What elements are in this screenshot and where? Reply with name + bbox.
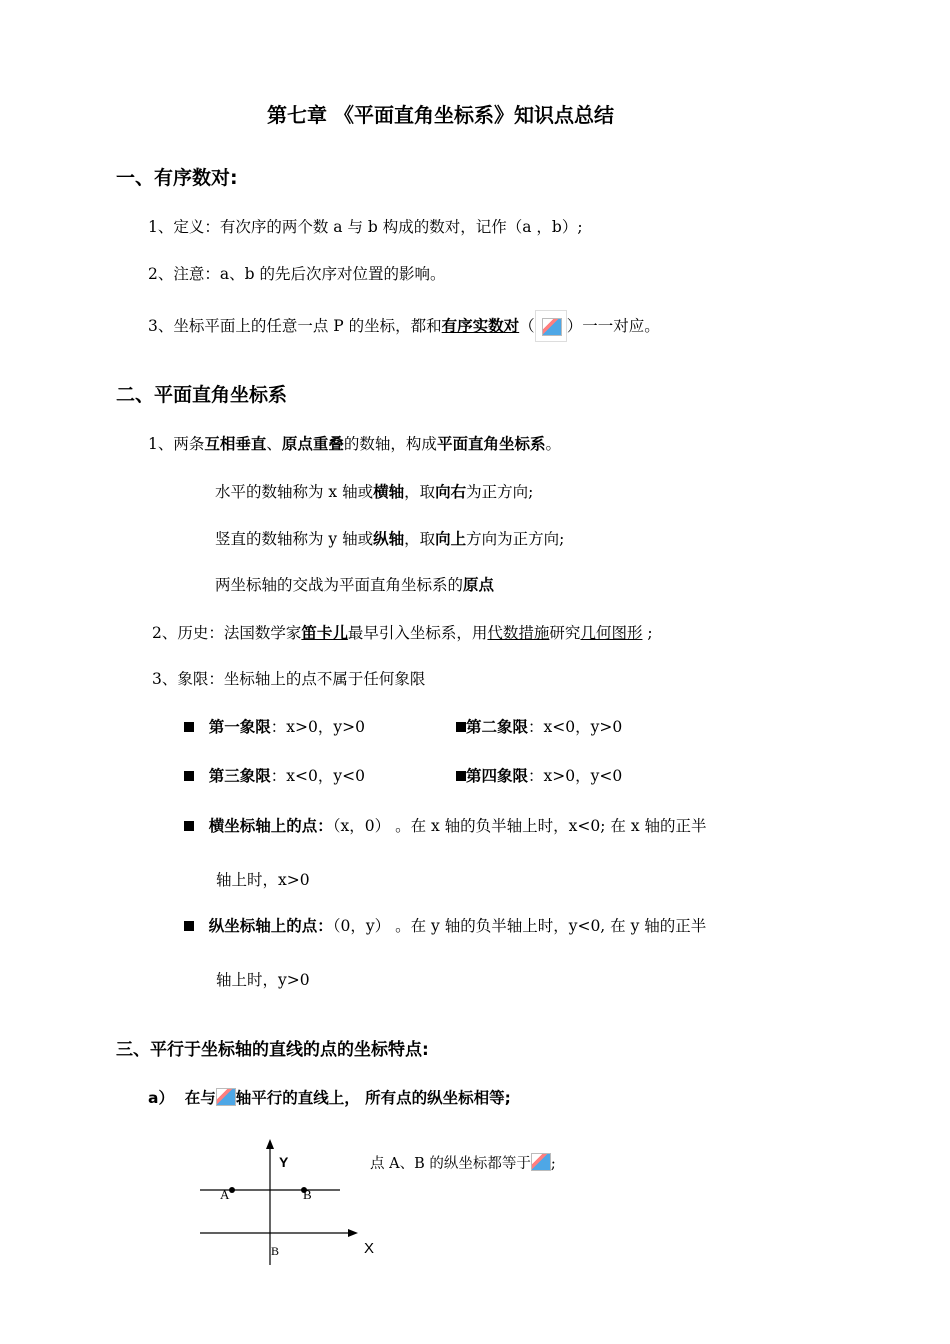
text-run: 的数轴，构成 — [343, 435, 437, 453]
s3-item-a — [148, 1086, 511, 1108]
bullet-square-icon — [184, 771, 194, 781]
quadrant-2 — [456, 715, 622, 737]
y-axis-points — [184, 914, 706, 936]
broken-image-icon — [531, 1153, 551, 1171]
term-perpendicular: 互相垂直 — [204, 435, 267, 453]
x-axis-label: X — [364, 1240, 375, 1257]
s1-line3 — [148, 310, 660, 342]
bullet-square-icon — [456, 722, 466, 732]
term-algebra: 代数措施 — [487, 624, 550, 642]
s1-line3-pre: 3、坐标平面上的任意一点 P 的坐标，都和 — [148, 317, 442, 335]
x-axis-line — [215, 480, 533, 502]
term-rightward: 向右 — [435, 483, 467, 501]
quadrant-1 — [184, 715, 365, 737]
text-run: ，取 — [404, 483, 436, 501]
x-axis-points-label: 横坐标轴上的点： — [208, 817, 333, 835]
y-axis-line — [215, 527, 564, 549]
quadrant-label: 第一象限 — [208, 718, 271, 736]
quadrant-label: 第二象限 — [466, 718, 529, 736]
term-descartes: 笛卡儿 — [301, 624, 348, 642]
x-axis-points-text: （x，0） 。在 x 轴的负半轴上时，x<0; 在 x 轴的正半 — [332, 817, 707, 835]
quadrant-condition: ：x>0，y>0 — [270, 718, 365, 736]
item-label: a） — [148, 1089, 174, 1107]
x-axis-points-cont: 轴上时，x>0 — [216, 871, 310, 889]
text-run: 为正方向; — [466, 483, 534, 501]
text-run: 、 — [266, 435, 282, 453]
s1-line3-post: ）一一对应。 — [566, 317, 660, 335]
text-run: 最早引入坐标系，用 — [347, 624, 488, 642]
coordinate-diagram — [190, 1135, 380, 1275]
quadrant-3 — [184, 764, 365, 786]
point-a — [229, 1187, 235, 1193]
x-axis-arrow — [348, 1229, 358, 1237]
term-coordinate-system: 平面直角坐标系 — [436, 435, 546, 453]
text-run: 2、历史：法国数学家 — [152, 624, 302, 642]
text-run: 竖直的数轴称为 y 轴或 — [215, 530, 374, 548]
broken-image-icon — [216, 1088, 236, 1106]
text-run: 。 — [545, 435, 561, 453]
s1-definition: 1、定义：有次序的两个数 a 与 b 构成的数对，记作（a ，b）; — [148, 218, 583, 236]
text-run: 研究 — [549, 624, 581, 642]
term-horizontal-axis: 横轴 — [373, 483, 405, 501]
text-run: 在与 — [184, 1089, 216, 1107]
origin-line — [215, 573, 494, 595]
section-3-heading: 三、平行于坐标轴的直线的点的坐标特点: — [116, 1040, 429, 1060]
page-title: 第七章 《平面直角坐标系》知识点总结 — [267, 103, 614, 127]
s1-line3-paren: （ — [519, 317, 535, 335]
quadrant-condition: ：x<0，y<0 — [270, 767, 365, 785]
quadrant-condition: ：x>0，y<0 — [528, 767, 623, 785]
text-run: ，取 — [404, 530, 436, 548]
y-axis-points-text: （0，y） 。在 y 轴的负半轴上时，y<0, 在 y 轴的正半 — [332, 917, 707, 935]
term-geometry: 几何图形 — [580, 624, 643, 642]
y-axis-label: Y — [279, 1154, 289, 1170]
term-upward: 向上 — [435, 530, 467, 548]
quadrant-label: 第四象限 — [466, 767, 529, 785]
section-1-heading: 一、有序数对: — [116, 167, 238, 189]
y-axis-arrow — [266, 1139, 274, 1149]
diagram-note — [370, 1152, 556, 1173]
y-axis-points-label: 纵坐标轴上的点： — [208, 917, 333, 935]
history-line — [152, 621, 653, 643]
text-run: ; — [642, 624, 653, 642]
quadrant-condition: ：x<0，y>0 — [528, 718, 623, 736]
bullet-square-icon — [184, 921, 194, 931]
broken-image-icon — [542, 318, 562, 336]
text-run: 方向为正方向; — [466, 530, 565, 548]
bullet-square-icon — [184, 821, 194, 831]
point-b-label: B — [303, 1187, 312, 1202]
term-vertical-axis: 纵轴 — [373, 530, 405, 548]
x-axis-points — [184, 814, 707, 836]
term-origin-overlap: 原点重叠 — [281, 435, 344, 453]
ordered-pair-term: 有序实数对 — [441, 317, 520, 335]
axis-b-label: B — [271, 1244, 280, 1258]
bullet-square-icon — [184, 722, 194, 732]
text-run: 水平的数轴称为 x 轴或 — [215, 483, 374, 501]
bullet-square-icon — [456, 771, 466, 781]
quadrant-4 — [456, 764, 622, 786]
quadrant-label: 第三象限 — [208, 767, 271, 785]
text-run: 1、两条 — [148, 435, 205, 453]
text-run: 两坐标轴的交战为平面直角坐标系的 — [215, 576, 464, 594]
text-run: 轴平行的直线上， 所有点的纵坐标相等; — [235, 1089, 511, 1107]
y-axis-points-cont: 轴上时，y>0 — [216, 971, 310, 989]
section-2-heading: 二、平面直角坐标系 — [116, 384, 288, 406]
text-run: ; — [550, 1156, 556, 1172]
point-a-label: A — [220, 1187, 230, 1202]
text-run: 点 A、B 的纵坐标都等于 — [370, 1156, 531, 1172]
formula-image — [535, 310, 567, 342]
s1-note: 2、注意：a、b 的先后次序对位置的影响。 — [148, 265, 446, 283]
quadrant-intro: 3、象限：坐标轴上的点不属于任何象限 — [152, 670, 426, 688]
s2-line1 — [148, 432, 561, 454]
term-origin: 原点 — [463, 576, 495, 594]
